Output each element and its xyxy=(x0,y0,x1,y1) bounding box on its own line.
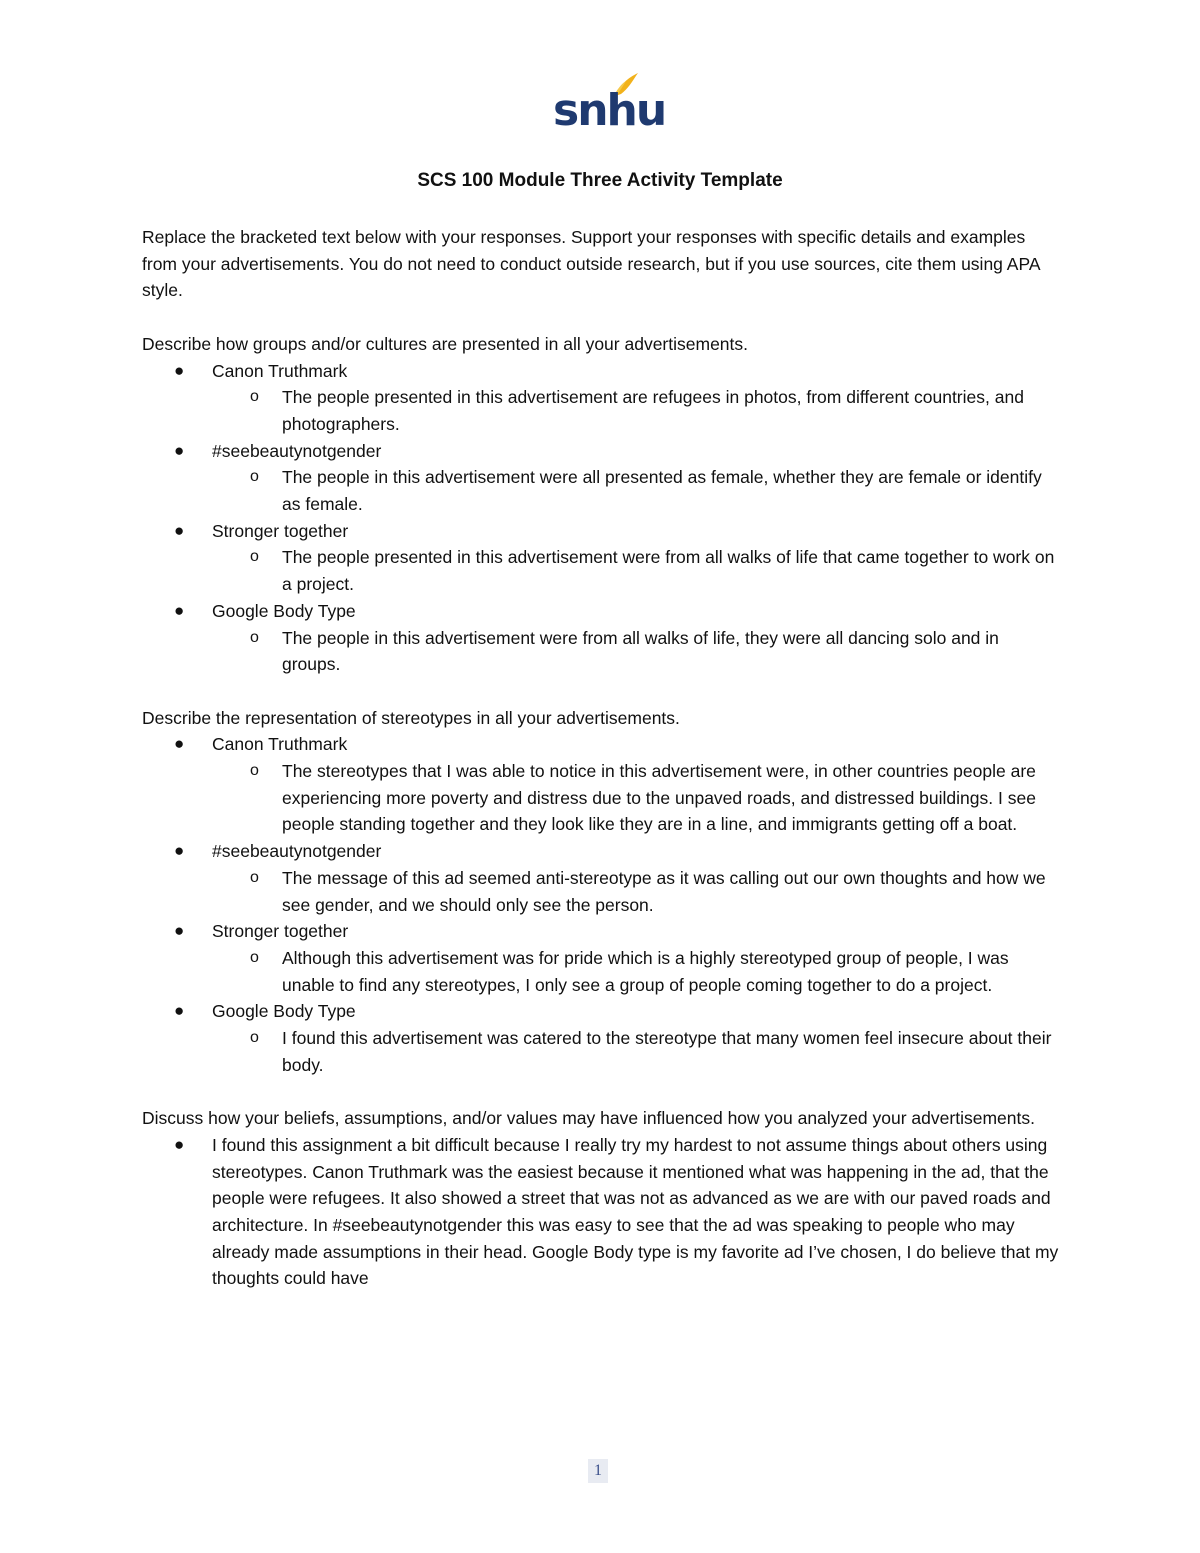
list-item xyxy=(142,358,1062,438)
bullet-icon: ● xyxy=(174,734,185,754)
ad-label: Stronger together xyxy=(212,520,349,541)
ad-response: The people in this advertisement were from all walks of life, they were all dancing solo and in groups. xyxy=(282,627,999,675)
sub-list-item xyxy=(212,384,1062,437)
intro-paragraph: Replace the bracketed text below with your responses. Support your responses with specific details and examples from your advertisements. You do not need to conduct outside research, but if you use sources, cite them using APA style. xyxy=(142,227,1040,301)
bullet-icon: ● xyxy=(174,1001,185,1021)
discussion-response: I found this assignment a bit difficult because I really try my hardest to not assume things about others using stereotypes. Canon Truthmark was the easiest because it mentioned what was happening in the ad, that the people were refugees. It also showed a street that was not as advanced as we are with our paved roads and architecture. In #seebeautynotgender this was easy to see that the ad was speaking to people who may already made assumptions in their head. Google Body type is my favorite ad I’ve chosen, I do believe that my thoughts could have xyxy=(212,1134,1059,1289)
logo-text: snhu xyxy=(553,85,666,136)
bullet-icon: ● xyxy=(174,440,185,460)
bullet-icon: ● xyxy=(174,520,185,540)
ad-response: I found this advertisement was catered to the stereotype that many women feel insecure about their body. xyxy=(282,1028,1052,1075)
sub-list-item xyxy=(212,625,1062,678)
section-prompt: Describe the representation of stereotypes in all your advertisements. xyxy=(142,707,680,728)
ad-label: Stronger together xyxy=(212,921,349,942)
circle-bullet-icon: o xyxy=(250,468,259,486)
ad-response: The people presented in this advertisement were from all walks of life that came together to work on a project. xyxy=(282,547,1055,595)
bullet-icon: ● xyxy=(174,921,185,941)
sub-list-item xyxy=(212,758,1062,838)
circle-bullet-icon: o xyxy=(250,868,259,886)
ad-response: The stereotypes that I was able to notice in this advertisement were, in other countries people are experiencing more poverty and distress due to the unpaved roads, and distressed buildings. I see people standing together and they look like they are in a line, and immigrants getting off a boat. xyxy=(282,761,1036,835)
circle-bullet-icon: o xyxy=(250,762,259,780)
ad-label: #seebeautynotgender xyxy=(212,841,382,862)
list-item xyxy=(142,998,1062,1078)
sub-list-item xyxy=(212,544,1062,597)
discussion-prompt: Discuss how your beliefs, assumptions, and/or values may have influenced how you analyzed your advertisements. xyxy=(142,1108,1035,1129)
ad-label: Google Body Type xyxy=(212,1001,356,1022)
list-item xyxy=(142,598,1062,678)
ad-list xyxy=(142,731,1062,1078)
ad-label: Google Body Type xyxy=(212,600,356,621)
document-body xyxy=(142,224,1062,1292)
bullet-icon: ● xyxy=(174,600,185,620)
snhu-logo xyxy=(553,72,666,136)
ad-label: Canon Truthmark xyxy=(212,734,348,755)
ad-response: The people presented in this advertisement are refugees in photos, from different countries, and photographers. xyxy=(282,387,1024,434)
bullet-icon: ● xyxy=(174,841,185,861)
list-item xyxy=(142,838,1062,918)
list-item xyxy=(142,918,1062,998)
section-prompt: Describe how groups and/or cultures are presented in all your advertisements. xyxy=(142,333,749,354)
list-item xyxy=(142,518,1062,598)
page-number: 1 xyxy=(588,1459,608,1483)
circle-bullet-icon: o xyxy=(250,388,259,406)
bullet-icon: ● xyxy=(174,360,185,380)
circle-bullet-icon: o xyxy=(250,1029,259,1047)
ad-label: #seebeautynotgender xyxy=(212,440,382,461)
sub-list-item xyxy=(212,945,1062,998)
circle-bullet-icon: o xyxy=(250,548,259,566)
discussion-list xyxy=(142,1132,1062,1292)
ad-response: The message of this ad seemed anti-stereotype as it was calling out our own thoughts and how we see gender, and we should only see the person. xyxy=(282,867,1046,915)
bullet-icon: ● xyxy=(174,1134,185,1154)
list-item xyxy=(142,438,1062,518)
sub-list-item xyxy=(212,1025,1062,1078)
sub-list-item xyxy=(212,865,1062,918)
ad-response: The people in this advertisement were all presented as female, whether they are female or identify as female. xyxy=(282,467,1042,515)
ad-label: Canon Truthmark xyxy=(212,360,348,381)
ad-list xyxy=(142,358,1062,678)
ad-response: Although this advertisement was for pride which is a highly stereotyped group of people, I was unable to find any stereotypes, I only see a group of people coming together to do a project. xyxy=(282,947,1009,995)
sub-list-item xyxy=(212,464,1062,517)
document-title: SCS 100 Module Three Activity Template xyxy=(417,170,783,191)
list-item xyxy=(142,731,1062,838)
circle-bullet-icon: o xyxy=(250,628,259,646)
circle-bullet-icon: o xyxy=(250,948,259,966)
list-item xyxy=(142,1132,1062,1292)
